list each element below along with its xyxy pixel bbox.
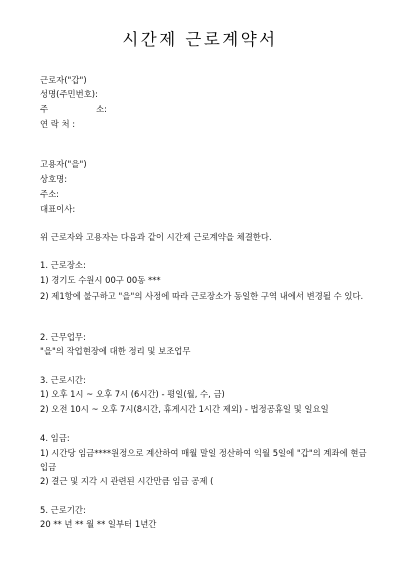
period-heading: 5. 근로기간: <box>40 505 86 515</box>
employee-contact-label: 연 락 처 : <box>40 119 76 129</box>
hours-item-2: 2) 오전 10시 ~ 오후 7시(8시간, 휴게시간 1시간 제외) - 법정공휴일 및 일요일 <box>40 404 329 414</box>
workplace-item-2: 2) 제1항에 불구하고 "을"의 사정에 따라 근로장소가 동일한 구역 내에서 변경될 수 있다. <box>40 291 364 301</box>
hours-heading: 3. 근로시간: <box>40 375 86 385</box>
document-title: 시간제 근로계약서 <box>122 30 278 49</box>
employer-rep-label: 대표이사: <box>40 204 76 214</box>
employee-address-label-b: 소: <box>96 104 107 114</box>
contract-intro: 위 근로자와 고용자는 다음과 같이 시간제 근로계약을 체결한다. <box>40 232 272 242</box>
employee-address-row <box>40 104 380 115</box>
duties-heading: 2. 근무업무: <box>40 332 86 342</box>
wage-item-2: 2) 결근 및 지각 시 관련된 시간만큼 임금 공제 ( <box>40 476 214 486</box>
wage-item-1: 1) 시간당 임금****원정으로 계산하여 매월 말일 정산하여 익월 5일에 "갑"의 계좌에 현금입금 <box>40 448 367 472</box>
employee-address-label-a: 주 <box>40 104 49 114</box>
employer-heading: 고용자("을") <box>40 159 87 169</box>
employee-heading: 근로자("갑") <box>40 75 87 85</box>
employer-address-label: 주소: <box>40 189 60 199</box>
employee-name-label: 성명(주민번호): <box>40 89 98 99</box>
workplace-heading: 1. 근로장소: <box>40 260 86 270</box>
duties-item-1: "을"의 작업현장에 대한 정리 및 보조업무 <box>40 346 191 356</box>
period-item-1: 20 ** 년 ** 월 ** 일부터 1년간 <box>40 519 157 529</box>
workplace-item-1: 1) 경기도 수원시 00구 00동 *** <box>40 275 161 285</box>
employer-company-label: 상호명: <box>40 174 68 184</box>
hours-item-1: 1) 오후 1시 ~ 오후 7시 (6시간) - 평일(월, 수, 금) <box>40 389 225 399</box>
wage-heading: 4. 임금: <box>40 433 70 443</box>
